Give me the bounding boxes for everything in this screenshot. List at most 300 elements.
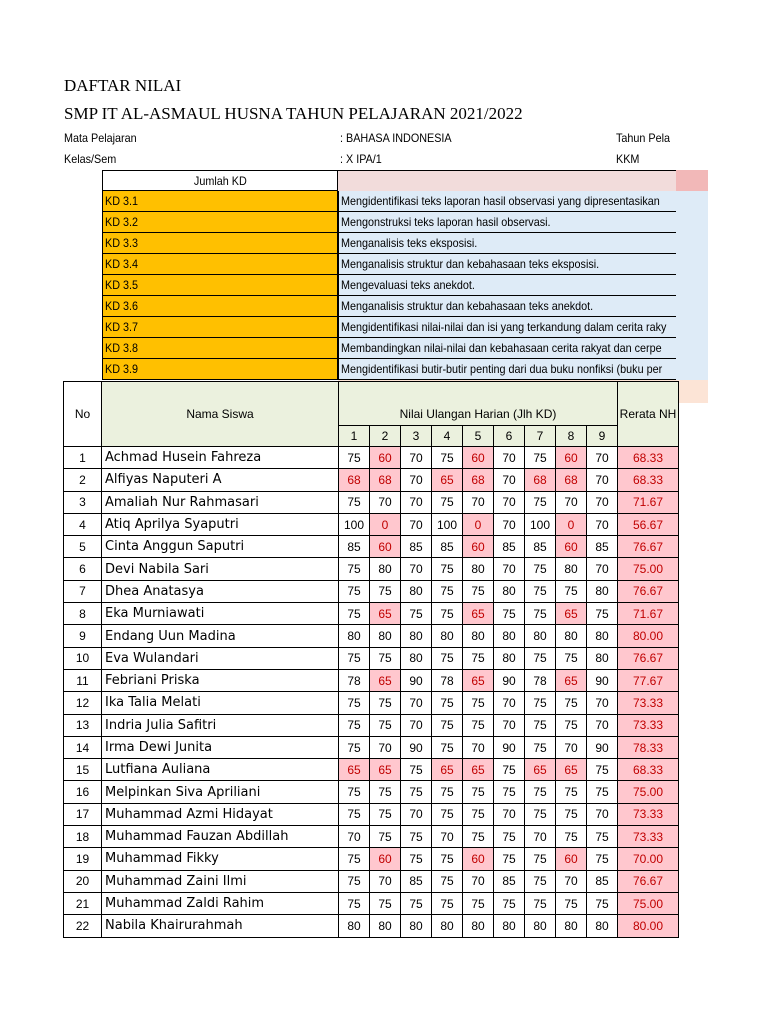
score-cell: 75 [525,781,556,803]
student-name: Devi Nabila Sari [102,558,339,580]
score-cell: 75 [525,848,556,870]
score-cell: 75 [587,781,618,803]
student-name: Lutfiana Auliana [102,759,339,781]
average-cell: 75.00 [618,558,679,580]
score-cell: 75 [432,803,463,825]
score-cell: 70 [556,870,587,892]
average-cell: 75.00 [618,892,679,914]
score-cell: 85 [494,870,525,892]
score-cell: 80 [370,915,401,937]
score-cell: 68 [463,469,494,491]
score-cell: 65 [556,759,587,781]
score-cell: 60 [556,447,587,469]
student-number: 10 [64,647,102,669]
student-name: Cinta Anggun Saputri [102,536,339,558]
score-cell: 85 [432,536,463,558]
score-cell: 80 [494,580,525,602]
kd-code [102,275,338,296]
kd-count-label: Jumlah KD [193,174,247,188]
score-cell: 70 [556,736,587,758]
student-row [64,447,679,469]
kd-description-text: Mengidentifikasi nilai-nilai dan isi yang terkandung dalam cerita raky [341,320,667,334]
student-name: Muhammad Zaini Ilmi [102,870,339,892]
subject-value: : BAHASA INDONESIA [340,131,452,145]
score-cell: 85 [401,870,432,892]
student-name: Irma Dewi Junita [102,736,339,758]
col-header-no: No [64,382,102,447]
student-number: 8 [64,603,102,625]
score-cell: 75 [370,826,401,848]
student-name: Ika Talia Melati [102,692,339,714]
score-cell: 75 [432,692,463,714]
student-name: Melpinkan Siva Apriliani [102,781,339,803]
score-cell: 75 [339,736,370,758]
class-value: : X IPA/1 [340,152,382,166]
kd-code-text: KD 3.2 [105,215,139,229]
score-cell: 75 [494,892,525,914]
kd-description [338,233,676,254]
average-cell: 73.33 [618,826,679,848]
score-cell: 70 [401,558,432,580]
score-cell: 70 [494,513,525,535]
score-cell: 75 [556,826,587,848]
score-cell: 75 [370,781,401,803]
score-cell: 75 [556,580,587,602]
score-cell: 70 [587,558,618,580]
kd-number-header: 6 [494,426,525,447]
score-cell: 70 [587,714,618,736]
score-cell: 80 [556,558,587,580]
average-cell: 76.67 [618,580,679,602]
kd-code-text: KD 3.9 [105,362,139,376]
score-cell: 75 [339,892,370,914]
score-cell: 80 [587,915,618,937]
average-cell: 73.33 [618,714,679,736]
score-cell: 80 [587,580,618,602]
score-cell: 85 [587,870,618,892]
score-cell: 65 [370,759,401,781]
kd-code [102,212,338,233]
kd-description-text: Mengidentifikasi teks laporan hasil observasi yang dipresentasikan [341,194,660,208]
kd-description-text: Menganalisis struktur dan kebahasaan teks eksposisi. [341,257,600,271]
score-cell: 75 [587,759,618,781]
student-number: 18 [64,826,102,848]
average-cell: 71.67 [618,491,679,513]
score-cell: 78 [339,669,370,691]
score-cell: 65 [370,669,401,691]
student-name: Nabila Khairurahmah [102,915,339,937]
student-name: Eka Murniawati [102,603,339,625]
student-number: 17 [64,803,102,825]
student-number: 12 [64,692,102,714]
kd-code-text: KD 3.6 [105,299,139,313]
student-name: Muhammad Fauzan Abdillah [102,826,339,848]
score-cell: 75 [587,826,618,848]
student-number: 22 [64,915,102,937]
score-cell: 70 [587,803,618,825]
score-cell: 80 [401,915,432,937]
student-row [64,692,679,714]
score-cell: 75 [432,781,463,803]
average-cell: 78.33 [618,736,679,758]
score-cell: 70 [587,469,618,491]
student-row [64,558,679,580]
student-row [64,647,679,669]
score-cell: 70 [494,469,525,491]
score-cell: 80 [432,915,463,937]
score-cell: 60 [556,848,587,870]
student-name: Alfiyas Naputeri A [102,469,339,491]
score-cell: 80 [587,647,618,669]
average-cell: 76.67 [618,870,679,892]
score-cell: 70 [587,447,618,469]
col-header-scores: Nilai Ulangan Harian (Jlh KD) [339,382,618,426]
score-cell: 65 [339,759,370,781]
score-cell: 80 [401,580,432,602]
kd-code [102,338,338,359]
score-cell: 70 [401,803,432,825]
score-cell: 75 [525,603,556,625]
score-cell: 75 [401,892,432,914]
score-cell: 85 [401,536,432,558]
average-cell: 75.00 [618,781,679,803]
score-cell: 75 [494,826,525,848]
score-cell: 75 [370,580,401,602]
score-cell: 68 [370,469,401,491]
score-cell: 75 [432,647,463,669]
score-cell: 80 [494,625,525,647]
student-row [64,736,679,758]
score-cell: 75 [339,803,370,825]
student-row [64,580,679,602]
score-cell: 80 [587,625,618,647]
student-name: Atiq Aprilya Syaputri [102,513,339,535]
student-name: Eva Wulandari [102,647,339,669]
kd-code [102,191,338,212]
score-cell: 75 [401,759,432,781]
average-cell: 80.00 [618,625,679,647]
school-title: SMP IT AL-ASMAUL HUSNA TAHUN PELAJARAN 2021/2022 [64,104,523,123]
score-cell: 65 [463,669,494,691]
score-cell: 0 [556,513,587,535]
score-cell: 75 [432,892,463,914]
kd-code [102,296,338,317]
kd-count-value-cell [338,170,676,191]
score-cell: 80 [339,625,370,647]
kd-code-text: KD 3.8 [105,341,139,355]
kd-description-text: Menganalisis teks eksposisi. [341,236,478,250]
score-cell: 0 [463,513,494,535]
kd-code-text: KD 3.3 [105,236,139,250]
student-number: 19 [64,848,102,870]
score-cell: 75 [401,826,432,848]
kd-description-text: Menganalisis struktur dan kebahasaan teks anekdot. [341,299,594,313]
score-cell: 70 [339,826,370,848]
score-cell: 70 [494,692,525,714]
score-cell: 80 [432,625,463,647]
average-cell: 80.00 [618,915,679,937]
student-row [64,892,679,914]
student-number: 9 [64,625,102,647]
score-cell: 70 [494,714,525,736]
kd-number-header: 2 [370,426,401,447]
kd-description [338,254,676,275]
student-number: 11 [64,669,102,691]
kd-description-text: Mengevaluasi teks anekdot. [341,278,475,292]
average-cell: 68.33 [618,447,679,469]
student-number: 3 [64,491,102,513]
student-row [64,848,679,870]
student-row [64,603,679,625]
kd-code [102,317,338,338]
student-row [64,759,679,781]
score-cell: 80 [525,625,556,647]
score-cell: 75 [370,647,401,669]
score-cell: 75 [525,692,556,714]
score-cell: 80 [556,915,587,937]
score-cell: 70 [401,513,432,535]
score-cell: 60 [370,848,401,870]
score-cell: 75 [494,603,525,625]
kd-code-text: KD 3.5 [105,278,139,292]
score-cell: 75 [339,848,370,870]
kd-code [102,233,338,254]
score-cell: 75 [432,870,463,892]
score-cell: 80 [401,647,432,669]
score-cell: 75 [525,491,556,513]
student-row [64,714,679,736]
score-cell: 75 [432,603,463,625]
score-cell: 75 [432,580,463,602]
score-cell: 75 [587,848,618,870]
score-cell: 90 [401,736,432,758]
score-cell: 75 [525,892,556,914]
student-number: 4 [64,513,102,535]
student-number: 21 [64,892,102,914]
kd-code-text: KD 3.1 [105,194,139,208]
kd-number-header: 9 [587,426,618,447]
score-cell: 60 [463,536,494,558]
score-cell: 75 [339,580,370,602]
student-name: Muhammad Azmi Hidayat [102,803,339,825]
student-number: 14 [64,736,102,758]
average-cell: 77.67 [618,669,679,691]
kd-description [338,191,676,212]
average-cell: 56.67 [618,513,679,535]
col-header-name: Nama Siswa [102,382,339,447]
student-row [64,513,679,535]
score-cell: 60 [370,447,401,469]
kd-description [338,212,676,233]
score-cell: 70 [463,491,494,513]
score-cell: 80 [339,915,370,937]
score-cell: 75 [494,759,525,781]
score-cell: 75 [401,781,432,803]
score-cell: 68 [556,469,587,491]
score-cell: 75 [556,892,587,914]
score-cell: 90 [587,736,618,758]
score-cell: 75 [525,714,556,736]
score-cell: 70 [401,692,432,714]
score-cell: 60 [370,536,401,558]
score-cell: 75 [432,558,463,580]
student-row [64,669,679,691]
student-number: 15 [64,759,102,781]
score-cell: 65 [556,669,587,691]
student-number: 6 [64,558,102,580]
student-number: 1 [64,447,102,469]
score-cell: 85 [339,536,370,558]
kd-code [102,359,338,380]
score-cell: 85 [587,536,618,558]
score-cell: 70 [432,826,463,848]
kd-code [102,254,338,275]
grades-table [63,381,679,938]
average-cell: 68.33 [618,759,679,781]
average-cell: 73.33 [618,692,679,714]
score-cell: 75 [339,558,370,580]
student-name: Muhammad Zaldi Rahim [102,892,339,914]
subject-label: Mata Pelajaran [64,131,137,145]
score-cell: 80 [463,625,494,647]
score-cell: 70 [401,714,432,736]
kd-description [338,296,676,317]
kd-number-header: 4 [432,426,463,447]
student-number: 7 [64,580,102,602]
kd-code-text: KD 3.4 [105,257,139,271]
score-cell: 70 [401,491,432,513]
student-number: 20 [64,870,102,892]
page-title: DAFTAR NILAI [64,76,182,95]
average-cell: 71.67 [618,603,679,625]
score-cell: 90 [401,669,432,691]
score-cell: 70 [525,826,556,848]
score-cell: 75 [556,647,587,669]
student-row [64,491,679,513]
score-cell: 80 [525,915,556,937]
score-cell: 75 [494,781,525,803]
kd-description-text: Mengidentifikasi butir-butir penting dari dua buku nonfiksi (buku per [341,362,663,376]
score-cell: 100 [339,513,370,535]
class-label: Kelas/Sem [64,152,117,166]
score-cell: 78 [432,669,463,691]
score-cell: 75 [556,692,587,714]
score-cell: 75 [463,892,494,914]
score-cell: 90 [494,669,525,691]
score-cell: 60 [556,536,587,558]
score-cell: 75 [556,803,587,825]
kd-number-header: 5 [463,426,494,447]
score-cell: 70 [587,513,618,535]
score-cell: 75 [401,848,432,870]
score-cell: 65 [370,603,401,625]
average-cell: 73.33 [618,803,679,825]
kd-number-header: 8 [556,426,587,447]
score-cell: 0 [370,513,401,535]
student-row [64,826,679,848]
score-cell: 65 [432,759,463,781]
score-cell: 75 [370,803,401,825]
average-cell: 76.67 [618,647,679,669]
kd-description [338,275,676,296]
average-cell: 76.67 [618,536,679,558]
score-cell: 75 [525,647,556,669]
student-number: 2 [64,469,102,491]
score-cell: 90 [494,736,525,758]
kd-extra-column [676,191,708,380]
score-cell: 70 [587,692,618,714]
score-cell: 80 [494,647,525,669]
kd-count-extra-cell [676,170,708,191]
student-number: 13 [64,714,102,736]
score-cell: 80 [370,625,401,647]
score-cell: 75 [401,603,432,625]
score-cell: 75 [432,447,463,469]
score-cell: 75 [463,826,494,848]
score-cell: 75 [494,848,525,870]
score-cell: 75 [525,447,556,469]
score-cell: 78 [525,669,556,691]
score-cell: 75 [339,870,370,892]
score-cell: 75 [339,491,370,513]
student-row [64,803,679,825]
kd-description-text: Membandingkan nilai-nilai dan kebahasaan cerita rakyat dan cerpe [341,341,662,355]
score-cell: 70 [587,491,618,513]
score-cell: 68 [339,469,370,491]
score-cell: 68 [525,469,556,491]
kd-description [338,317,676,338]
kd-number-header: 3 [401,426,432,447]
score-cell: 75 [463,692,494,714]
score-cell: 80 [401,625,432,647]
score-cell: 65 [463,759,494,781]
score-cell: 80 [556,625,587,647]
score-cell: 100 [525,513,556,535]
score-cell: 75 [432,491,463,513]
score-cell: 80 [463,915,494,937]
score-cell: 75 [339,447,370,469]
score-cell: 65 [525,759,556,781]
score-cell: 70 [463,736,494,758]
score-cell: 75 [525,870,556,892]
score-cell: 75 [432,848,463,870]
score-cell: 85 [494,536,525,558]
student-name: Endang Uun Madina [102,625,339,647]
score-cell: 75 [587,603,618,625]
student-row [64,870,679,892]
score-cell: 75 [370,892,401,914]
average-cell: 70.00 [618,848,679,870]
kkm-label: KKM [616,152,640,166]
score-cell: 60 [463,848,494,870]
score-cell: 75 [432,714,463,736]
score-cell: 75 [463,714,494,736]
score-cell: 70 [401,447,432,469]
score-cell: 65 [556,603,587,625]
score-cell: 70 [494,558,525,580]
score-cell: 80 [494,915,525,937]
student-number: 5 [64,536,102,558]
score-cell: 75 [556,781,587,803]
score-cell: 75 [370,714,401,736]
score-cell: 70 [370,870,401,892]
score-cell: 100 [432,513,463,535]
score-cell: 75 [556,714,587,736]
student-row [64,469,679,491]
student-name: Dhea Anatasya [102,580,339,602]
score-cell: 75 [370,692,401,714]
score-cell: 70 [494,491,525,513]
